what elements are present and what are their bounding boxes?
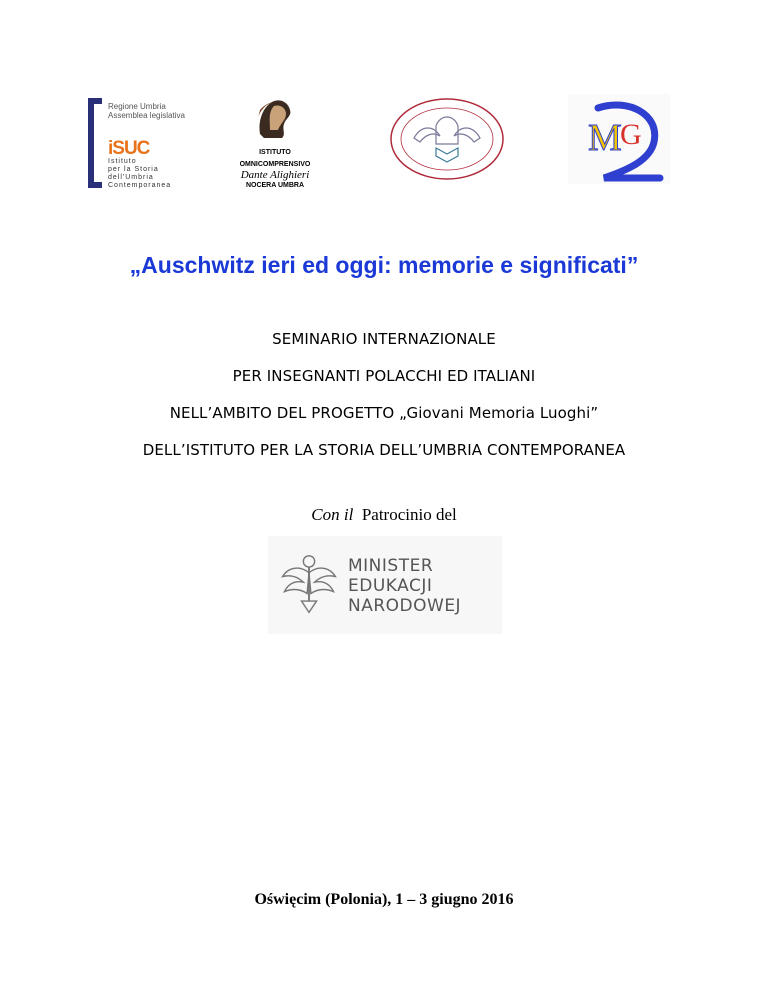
isuc-region-line1: Regione Umbria xyxy=(108,102,166,111)
document-title: „Auschwitz ieri ed oggi: memorie e significati” xyxy=(129,252,639,278)
dante-alighieri-logo xyxy=(220,94,330,194)
minister-line1: MINISTER xyxy=(348,556,434,576)
logo-row xyxy=(0,92,768,192)
patronage-line xyxy=(0,505,768,525)
isuc-logo xyxy=(88,98,188,192)
minister-text xyxy=(348,556,461,616)
subtitle-line-2: PER INSEGNANTI POLACCHI ED ITALIANI xyxy=(232,367,536,385)
isuc-region-line2: Assemblea legislativa xyxy=(108,111,185,120)
mg2-logo-icon xyxy=(568,94,670,184)
isuc-bracket-shape xyxy=(88,98,102,188)
dante-line1: ISTITUTO xyxy=(259,149,291,156)
dante-line4: NOCERA UMBRA xyxy=(245,182,305,189)
minister-line3: NARODOWEJ xyxy=(348,596,462,616)
patronage-italic: Con il xyxy=(311,505,354,524)
minister-logo xyxy=(268,536,502,634)
dante-line3: Dante Alighieri xyxy=(240,169,310,181)
subtitle-line-3: NELL’AMBITO DEL PROGETTO „Giovani Memoria Luoghi” xyxy=(169,404,599,422)
dante-line2: OMNICOMPRENSIVO xyxy=(239,161,311,168)
patronage-rest: Patrocinio del xyxy=(361,505,457,524)
isuc-sub-line4: Contemporanea xyxy=(108,182,172,189)
minister-line2: EDUKACJI xyxy=(348,576,433,596)
subtitle-line-4: DELL’ISTITUTO PER LA STORIA DELL’UMBRIA CONTEMPORANEA xyxy=(142,441,626,459)
polish-eagle-icon xyxy=(280,552,338,618)
isuc-sub-line1: Istituto xyxy=(108,158,137,165)
isuc-region-text xyxy=(108,102,185,120)
school-seal-icon xyxy=(388,96,506,182)
svg-text:M: M xyxy=(588,117,622,159)
subtitle-line-1: SEMINARIO INTERNAZIONALE xyxy=(272,330,496,348)
isuc-sub-line2: per la Storia xyxy=(108,166,159,173)
isuc-sub-line3: dell'Umbria xyxy=(108,174,154,181)
dante-portrait-icon xyxy=(252,94,298,140)
isuc-subtitle xyxy=(108,158,171,190)
footer-date-location: Oświęcim (Polonia), 1 – 3 giugno 2016 xyxy=(254,891,514,908)
isuc-wordmark: iSUC xyxy=(108,138,150,159)
svg-text:G: G xyxy=(620,118,642,151)
